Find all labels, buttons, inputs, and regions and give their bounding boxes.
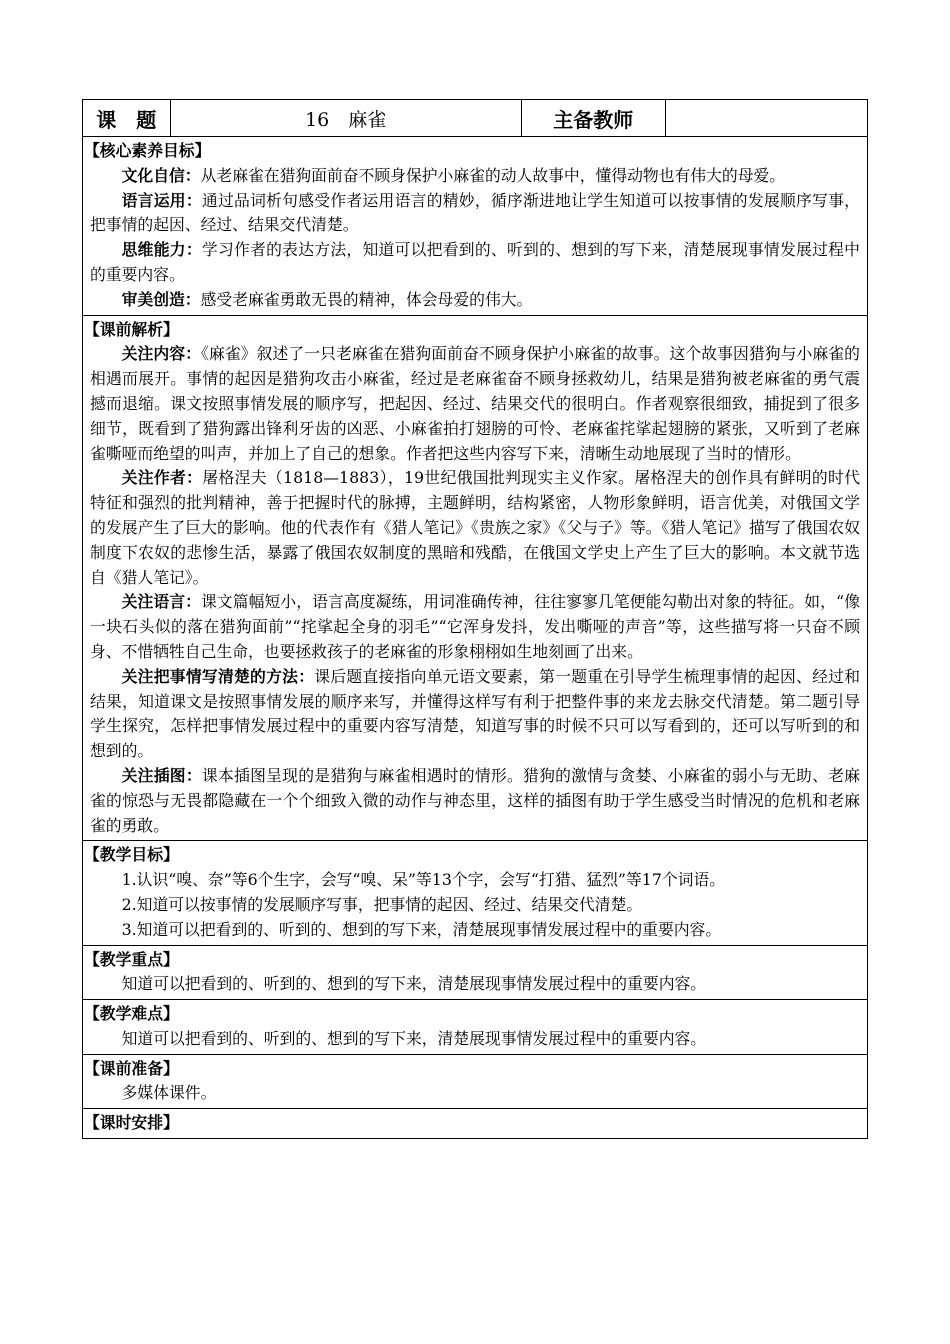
core-goal-item [90,238,860,288]
schedule-section [83,1109,868,1139]
topic-value: 16 麻雀 [170,100,521,137]
teaching-goal-item: 2.知道可以按事情的发展顺序写事，把事情的起因、经过、结果交代清楚。 [121,894,643,914]
item-text: 从老麻雀在猎狗面前奋不顾身保护小麻雀的动人故事中，懂得动物也有伟大的母爱。 [200,165,786,185]
core-goals-section [83,137,868,316]
item-label: 文化自信： [121,165,201,185]
section-title: 【教学目标】 [84,845,179,865]
core-goal-item [90,288,860,313]
preparation-row [83,1054,868,1109]
core-goal-item [90,164,860,189]
analysis-item [90,764,860,838]
analysis-item [90,590,860,664]
difficulties-text: 知道可以把看到的、听到的、想到的写下来，清楚展现事情发展过程中的重要内容。 [121,1028,707,1048]
item-text: 课后题直接指向单元语文要素，第一题重在引导学生梳理事情的起因、经过和结果，知道课文是按照事情发展的顺序来写，并懂得这样写有利于把整件事的来龙去脉交代清楚。第二题引导学生探究，怎样把事情发展过程中的重要内容写清楚，知道写事的时候不只可以写看到的，还可以写听到的和想到的。 [90,666,860,761]
item-label: 审美创造： [121,289,201,309]
item-label: 关注插图： [121,765,202,785]
item-label: 思维能力： [121,240,202,260]
teacher-label: 主备教师 [521,100,665,137]
core-goals-row [83,137,868,316]
section-title: 【课前准备】 [84,1058,179,1078]
item-label: 关注作者： [121,468,203,488]
key-points-text: 知道可以把看到的、听到的、想到的写下来，清楚展现事情发展过程中的重要内容。 [121,974,707,994]
item-label: 关注内容： [121,344,201,364]
section-title: 【教学难点】 [84,1004,179,1024]
item-label: 关注语言： [121,592,201,612]
core-goal-item [90,189,860,239]
teaching-goal-item: 3.知道可以把看到的、听到的、想到的写下来，清楚展现事情发展过程中的重要内容。 [121,919,722,939]
item-label: 关注把事情写清楚的方法： [121,666,315,686]
teaching-goals-row [83,841,868,945]
key-points-row [83,945,868,1000]
section-title: 【核心素养目标】 [84,141,211,160]
analysis-row [83,315,868,841]
key-points-section [83,945,868,1000]
teaching-goal-item: 1.认识“嗅、奈”等6个生字，会写“嗅、呆”等13个字，会写“打猎、猛烈”等17个词语。 [121,870,726,890]
lesson-plan-table [82,99,868,1139]
section-title: 【课时安排】 [84,1113,179,1133]
item-text: 学习作者的表达方法，知道可以把看到的、听到的、想到的写下来，清楚展现事情发展过程中的重要内容。 [90,240,860,284]
item-text: 感受老麻雀勇敢无畏的精神，体会母爱的伟大。 [200,289,533,309]
teaching-goals-section [83,841,868,945]
header-row [83,100,868,137]
difficulties-row [83,1000,868,1055]
preparation-section [83,1054,868,1109]
preparation-text: 多媒体课件。 [121,1083,217,1103]
analysis-item [90,665,860,764]
section-title: 【课前解析】 [84,319,179,339]
analysis-item [90,342,860,466]
analysis-item [90,466,860,590]
item-text: 通过品词析句感受作者运用语言的精妙，循序渐进地让学生知道可以按事情的发展顺序写事，把事情的起因、经过、结果交代清楚。 [90,190,860,235]
section-title: 【教学重点】 [84,949,179,969]
topic-label: 课 题 [83,100,171,137]
analysis-section [83,315,868,841]
teacher-value [665,100,867,137]
item-text: 课文篇幅短小，语言高度凝练，用词准确传神，往往寥寥几笔便能勾勒出对象的特征。如，“像一块石头似的落在猎狗面前”“挓挲起全身的羽毛”“它浑身发抖，发出嘶哑的声音”等，这些描写将一只奋不顾身、不惜牺牲自己生命，也要拯救孩子的老麻雀的形象栩栩如生地刻画了出来。 [90,592,860,661]
item-text: 课本插图呈现的是猎狗与麻雀相遇时的情形。猎狗的激情与贪婪、小麻雀的弱小与无助、老麻雀的惊恐与无畏都隐藏在一个个细致入微的动作与神态里，这样的插图有助于学生感受当时情况的危机和老麻雀的勇敢。 [90,765,860,835]
item-text: 屠格涅夫（1818—1883），19世纪俄国批判现实主义作家。屠格涅夫的创作具有鲜明的时代特征和强烈的批判精神，善于把握时代的脉搏，主题鲜明，结构紧密，人物形象鲜明，语言优美，对俄国文学的发展产生了巨大的影响。他的代表作有《猎人笔记》《贵族之家》《父与子》等。《猎人笔记》描写了俄国农奴制度下农奴的悲惨生活，暴露了俄国农奴制度的黑暗和残酷，在俄国文学史上产生了巨大的影响。本文就节选自《猎人笔记》。 [90,468,860,587]
difficulties-section [83,1000,868,1055]
item-label: 语言运用： [121,190,202,210]
schedule-row [83,1109,868,1139]
item-text: 《麻雀》叙述了一只老麻雀在猎狗面前奋不顾身保护小麻雀的故事。这个故事因猎狗与小麻雀的相遇而展开。事情的起因是猎狗攻击小麻雀，经过是老麻雀奋不顾身拯救幼儿，结果是猎狗被老麻雀的勇气震撼而退缩。课文按照事情发展的顺序写，把起因、经过、结果交代的很明白。作者观察很细致，捕捉到了很多细节，既看到了猎狗露出锋利牙齿的凶恶、小麻雀拍打翅膀的可怜、老麻雀挓挲起翅膀的紧张，又听到了老麻雀嘶哑而绝望的叫声，并加上了自己的想象。作者把这些内容写下来，清晰生动地展现了当时的情形。 [90,344,860,463]
